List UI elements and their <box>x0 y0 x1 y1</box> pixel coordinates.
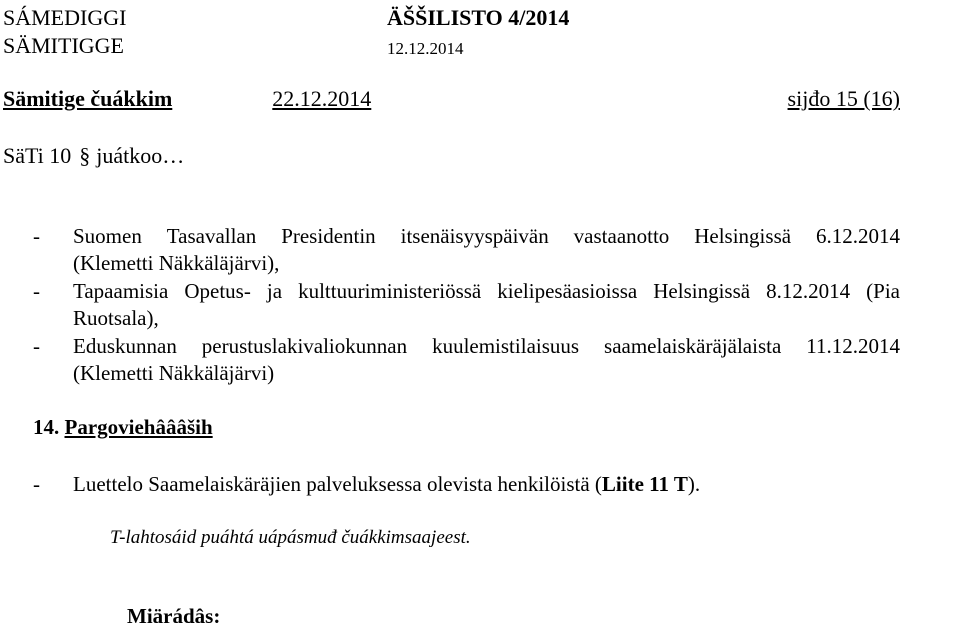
list-bullet: - <box>33 279 40 303</box>
org-name-line2: SÄMITIGGE <box>3 33 124 58</box>
list-bullet: - <box>33 472 40 496</box>
word: Tasavallan <box>166 224 257 248</box>
section-line <box>3 144 184 168</box>
word: Presidentin <box>281 224 376 248</box>
word: Eduskunnan <box>73 334 177 358</box>
word: ja <box>266 279 283 303</box>
item-text: Luettelo Saamelaiskäräjien palveluksessa olevista henkilöistä ( <box>73 472 602 496</box>
list-item-continuation: (Klemetti Näkkäläjärvi), <box>73 251 280 275</box>
word: vastaanotto <box>573 224 670 248</box>
org-name-line1: SÁMEDIGGI <box>3 5 127 30</box>
page-number: sijđo 15 (16) <box>787 86 900 111</box>
section-prefix: SäTi 10 <box>3 143 72 168</box>
meeting-label-group <box>3 87 371 111</box>
list-bullet: - <box>33 224 40 248</box>
section-title: juátkoo… <box>96 143 185 168</box>
heading-title: Pargoviehâââših <box>64 415 213 439</box>
word: 6.12.2014 <box>815 224 900 248</box>
word: 11.12.2014 <box>806 334 900 358</box>
meeting-line <box>3 87 900 111</box>
word: kielipesäasioissa <box>497 279 638 303</box>
section-sign-icon: § <box>79 143 91 168</box>
heading-number: 14. <box>33 415 60 439</box>
meeting-date: 22.12.2014 <box>272 86 372 111</box>
word: (Pia <box>866 279 900 303</box>
decision-label: Miärádâs: <box>127 604 221 628</box>
item-text-end: ). <box>687 472 701 496</box>
list-bullet: - <box>33 334 40 358</box>
word: 8.12.2014 <box>766 279 851 303</box>
word: Helsingissä <box>694 224 792 248</box>
word: itsenäisyyspäivän <box>400 224 549 248</box>
heading-14 <box>33 415 213 439</box>
list-item-line <box>73 334 900 358</box>
note-text: T-lahtosáid puáhtá uápásmuđ čuákkimsaajeest. <box>110 527 471 548</box>
word: kuulemistilaisuus <box>432 334 580 358</box>
document-title: ÄŠŠILISTO 4/2014 <box>387 5 570 30</box>
word: kulttuuriministeriössä <box>298 279 482 303</box>
word: saamelaiskäräjälaista <box>604 334 782 358</box>
meeting-label: Sämitige čuákkim <box>3 86 173 111</box>
attachment-reference: Liite 11 T <box>601 472 688 496</box>
document-date: 12.12.2014 <box>387 39 464 58</box>
word: Suomen <box>73 224 142 248</box>
list-item-line <box>73 224 900 248</box>
word: Helsingissä <box>653 279 751 303</box>
list-item-line <box>73 472 700 496</box>
list-item-line <box>73 279 900 303</box>
word: Tapaamisia <box>73 279 169 303</box>
word: Opetus- <box>184 279 251 303</box>
list-item-continuation: Ruotsala), <box>73 306 159 330</box>
list-item-continuation: (Klemetti Näkkäläjärvi) <box>73 361 275 385</box>
word: perustuslakivaliokunnan <box>201 334 408 358</box>
